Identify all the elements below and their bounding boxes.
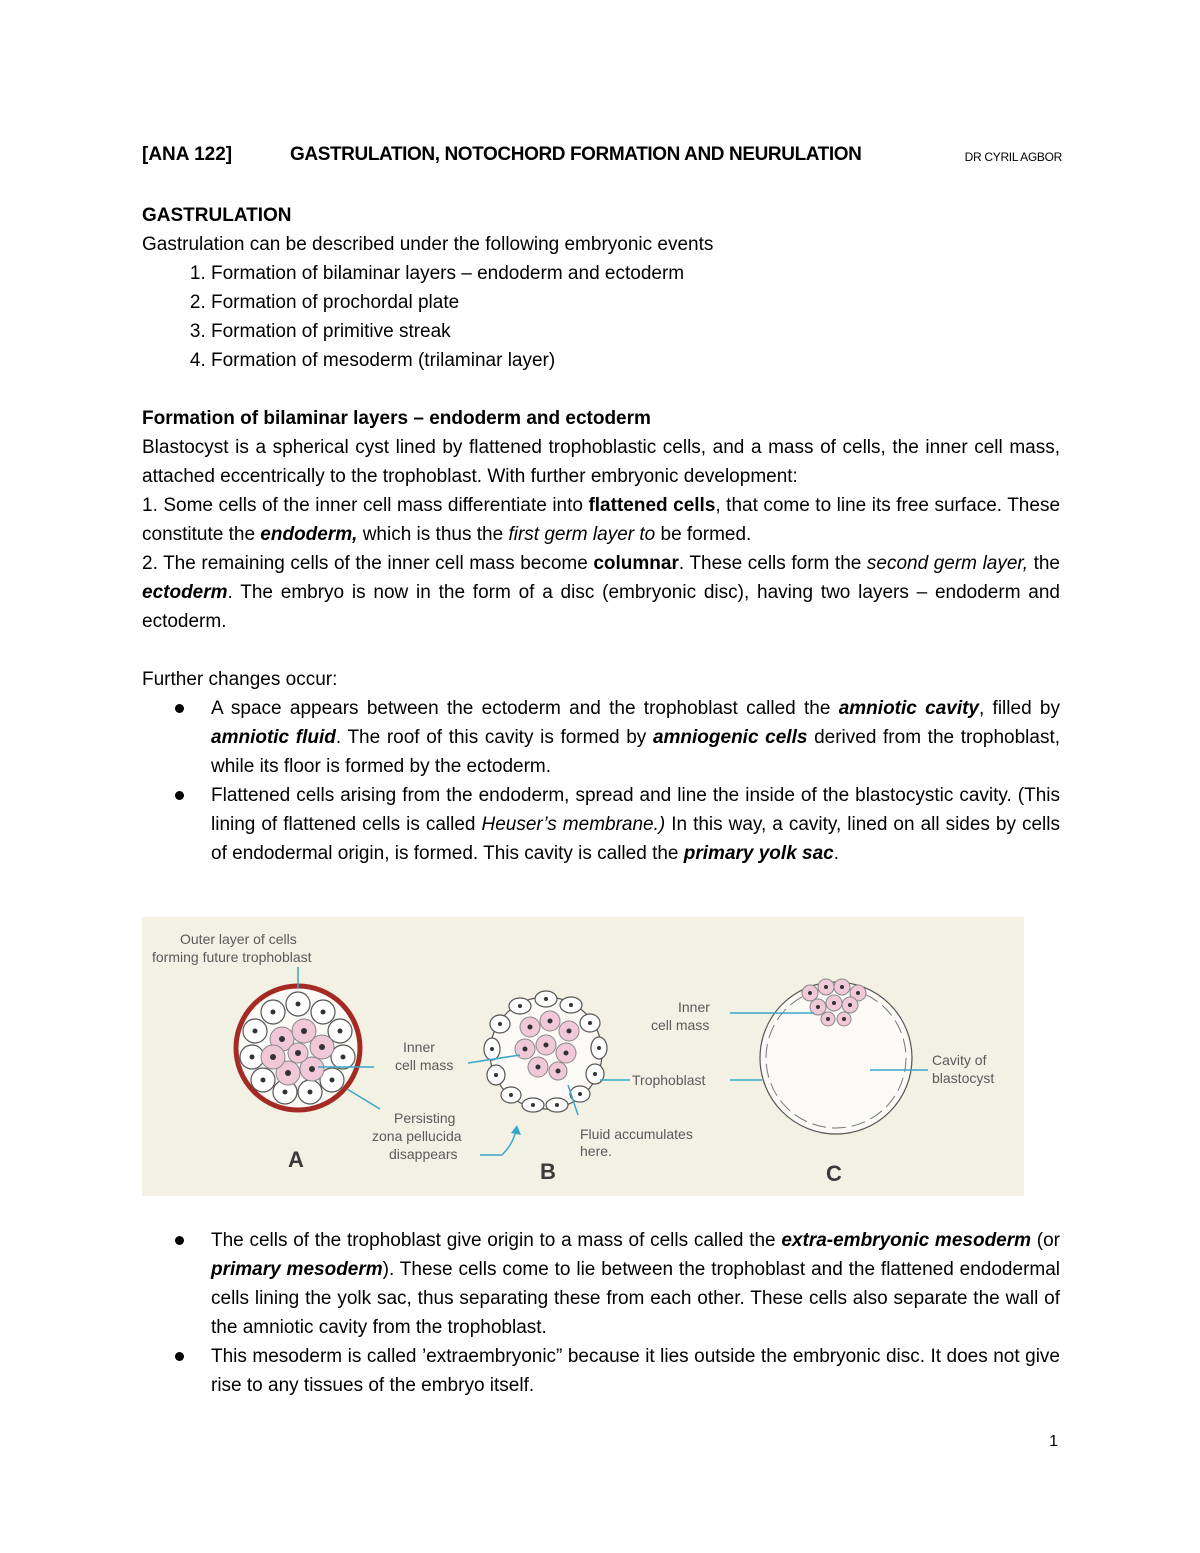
label-zona-pellucida: zona pellucida (372, 1128, 462, 1144)
label-inner: Inner (403, 1039, 435, 1055)
bullet-icon (175, 704, 184, 713)
bullet-icon (175, 1352, 184, 1361)
list-item: 3. Formation of primitive streak (211, 317, 1060, 346)
section-heading-bilaminar: Formation of bilaminar layers – endoderm and ectoderm (142, 408, 651, 429)
label-here: here. (580, 1143, 612, 1159)
point-one: 1. Some cells of the inner cell mass differentiate into flattened cells, that come to line its free surface. These constitute the endoderm, which is thus the first germ layer to be formed. (142, 495, 1061, 545)
course-code: [ANA 122] (142, 144, 233, 165)
document-title: GASTRULATION, NOTOCHORD FORMATION AND NEURULATION (290, 144, 862, 165)
page-number: 1 (1049, 1433, 1058, 1450)
label-persisting: Persisting (394, 1110, 456, 1126)
label-fluid: Fluid accumulates (580, 1126, 693, 1142)
list-item: 4. Formation of mesoderm (trilaminar layer) (211, 346, 1060, 375)
list-item: The cells of the trophoblast give origin to a mass of cells called the extra-embryonic mesoderm (or primary mesoderm). These cells come to lie between the trophoblast and the flattened endodermal cells lining the yolk sac, thus separating these from each other. These cells also separate the wall of the amniotic cavity from the trophoblast. (211, 1226, 1060, 1342)
panel-letter-b: B (540, 1159, 556, 1184)
list-item: A space appears between the ectoderm and the trophoblast called the amniotic cavity, filled by amniotic fluid. The roof of this cavity is formed by amniogenic cells derived from the trophoblast, while its floor is formed by the ectoderm. (211, 694, 1060, 781)
further-changes-label: Further changes occur: (142, 669, 338, 690)
bullet-icon (175, 791, 184, 800)
label-outer-cells: Outer layer of cells (180, 931, 297, 947)
point-two: 2. The remaining cells of the inner cell mass become columnar. These cells form the second germ layer, the ectoderm. The embryo is now in the form of a disc (embryonic disc), having two layers – endoderm and ectoderm. (142, 553, 1060, 632)
label-disappears: disappears (389, 1146, 458, 1162)
main-content (142, 201, 1060, 868)
blastocyst-figure (142, 917, 1024, 1196)
bullet-icon (175, 1236, 184, 1245)
further-changes-list (142, 694, 1060, 868)
label-inner-c: Inner (678, 999, 710, 1015)
author-name: DR CYRIL AGBOR (964, 150, 1062, 164)
label-cavity-of: Cavity of (932, 1052, 987, 1068)
label-future-trophoblast: forming future trophoblast (152, 949, 312, 965)
gastrulation-intro: Gastrulation can be described under the following embryonic events (142, 234, 714, 255)
label-cell-mass: cell mass (395, 1057, 454, 1073)
list-item: 1. Formation of bilaminar layers – endoderm and ectoderm (211, 259, 1060, 288)
panel-letter-a: A (288, 1147, 304, 1172)
list-item: This mesoderm is called ’extraembryonic” because it lies outside the embryonic disc. It does not give rise to any tissues of the embryo itself. (211, 1342, 1060, 1400)
list-item: 2. Formation of prochordal plate (211, 288, 1060, 317)
blastocyst-paragraph: Blastocyst is a spherical cyst lined by flattened trophoblastic cells, and a mass of cells, the inner cell mass, attached eccentrically to the trophoblast. With further embryonic development: (142, 437, 1060, 487)
panel-letter-c: C (826, 1161, 842, 1186)
section-heading-gastrulation: GASTRULATION (142, 205, 292, 226)
blastocyst-diagram (142, 917, 1024, 1196)
gastrulation-events-list (142, 259, 1060, 375)
label-trophoblast: Trophoblast (632, 1072, 706, 1088)
label-cell-mass-c: cell mass (651, 1017, 710, 1033)
label-blastocyst: blastocyst (932, 1070, 995, 1086)
list-item: Flattened cells arising from the endoderm, spread and line the inside of the blastocystic cavity. (This lining of flattened cells is called Heuser’s membrane.) In this way, a cavity, lined on all sides by cells of endodermal origin, is formed. This cavity is called the primary yolk sac. (211, 781, 1060, 868)
mesoderm-content (142, 1226, 1060, 1400)
mesoderm-list (142, 1226, 1060, 1400)
page-header (142, 144, 1062, 172)
